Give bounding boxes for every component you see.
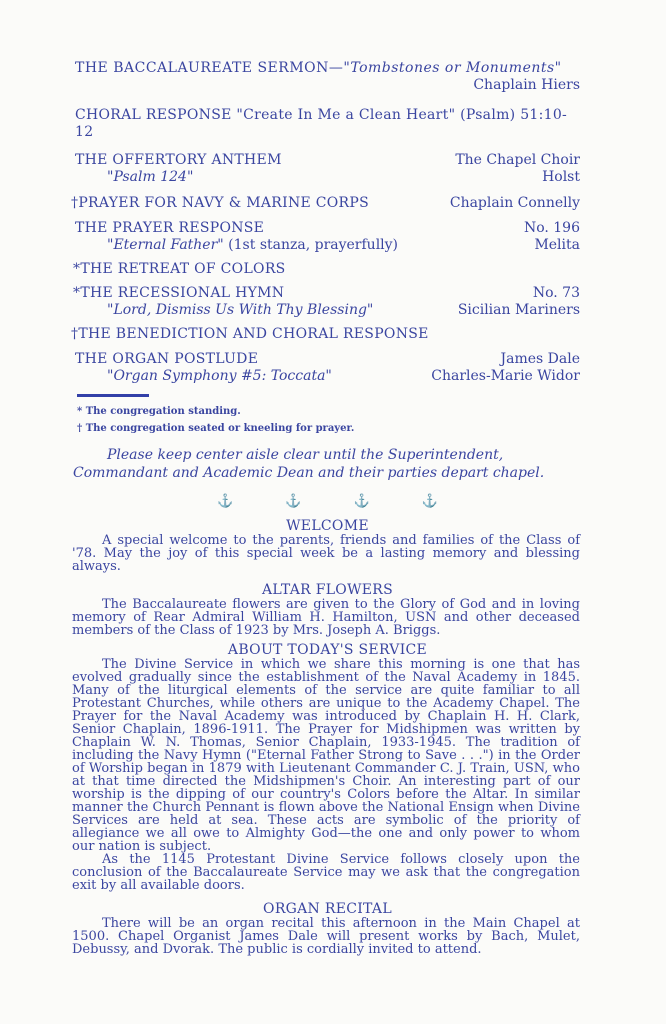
retreat-title: THE RETREAT OF COLORS: [80, 261, 286, 277]
offertory-title: THE OFFERTORY ANTHEM: [75, 152, 282, 168]
footnote-kneeling: † The congregation seated or kneeling for prayer.: [77, 423, 355, 434]
dagger-marker: †: [71, 195, 79, 211]
postlude-title: THE ORGAN POSTLUDE: [75, 351, 259, 367]
entry-benediction: [71, 326, 580, 343]
entry-recessional-hymn: [73, 285, 580, 319]
welcome-heading: WELCOME: [286, 518, 369, 534]
sermon-preacher: Chaplain Hiers: [473, 77, 580, 93]
offertory-piece: "Psalm 124": [107, 169, 194, 185]
dagger-marker: †: [71, 326, 79, 342]
anchor-icon: ⚓: [217, 494, 234, 509]
entry-prayer-response: [75, 220, 580, 254]
prayer-response-number: No. 196: [523, 220, 580, 236]
entry-offertory-anthem: [75, 152, 580, 186]
footnote-standing: * The congregation standing.: [77, 406, 241, 417]
postlude-organist: James Dale: [500, 351, 580, 367]
organ-recital-heading: ORGAN RECITAL: [263, 901, 392, 917]
prayer-navy-leader: Chaplain Connelly: [449, 195, 580, 211]
altar-flowers-heading: ALTAR FLOWERS: [261, 582, 394, 598]
anchor-icon: ⚓: [353, 494, 370, 509]
offertory-composer: Holst: [542, 169, 580, 185]
recessional-hymn: "Lord, Dismiss Us With Thy Blessing": [107, 302, 374, 318]
anchor-icon: ⚓: [285, 494, 302, 509]
sermon-title: THE BACCALAUREATE SERMON—: [75, 60, 344, 76]
about-service-text: The Divine Service in which we share this morning is one that has evolved gradually since the establishment of the Naval Academy in 1845. Many of the liturgical elements of the service are quite familiar to all Protestant Churches, while others are unique to the Academy Chapel. The Prayer for the Naval Academy was introduced by Chaplain H. H. Clark, Senior Chaplain, 1896-1911. The Prayer for Midshipmen was written by Chaplain W. N. Thomas, Senior Chaplain, 1933-1945. The tradition of including the Navy Hymn ("Eternal Father Strong to Save . . .") in the Order of Worship began in 1879 with Lieutenant Commander C. J. Train, USN, who at that time directed the Midshipmen's Choir. An interesting part of our worship is the dipping of our country's Colors before the Altar. In similar manner the Church Pennant is flown above the National Ensign when Divine Services are held at sea. These acts are symbolic of the priority of allegiance we all owe to Almighty God—the one and only power to whom our nation is subject.: [72, 657, 580, 854]
program-page: [71, 60, 580, 957]
recessional-number: No. 73: [532, 285, 580, 301]
postlude-piece: "Organ Symphony #5: Toccata": [107, 368, 332, 384]
anchor-ornaments: [75, 494, 580, 509]
sermon-name: "Tombstones or Monuments": [343, 60, 562, 76]
recessional-tune: Sicilian Mariners: [457, 302, 580, 318]
about-service-heading: ABOUT TODAY'S SERVICE: [227, 642, 428, 658]
entry-sermon: [75, 60, 580, 94]
benediction-title: THE BENEDICTION AND CHORAL RESPONSE: [78, 326, 429, 342]
about-service-exit-text: As the 1145 Protestant Divine Service follows closely upon the conclusion of the Baccalaureate Service may we ask that the congregation exit by all available doors.: [72, 852, 580, 893]
asterisk-marker: *: [73, 261, 81, 277]
recessional-title: THE RECESSIONAL HYMN: [80, 285, 285, 301]
postlude-composer: Charles-Marie Widor: [431, 368, 580, 384]
welcome-text: A special welcome to the parents, friends and families of the Class of '78. May the joy of this special week be a lasting memory and blessing always.: [72, 533, 580, 574]
aisle-note: Please keep center aisle clear until the Superintendent, Commandant and Academic Dean and their parties depart chapel.: [73, 447, 545, 481]
asterisk-marker: *: [73, 285, 81, 301]
offertory-performer: The Chapel Choir: [455, 152, 580, 168]
prayer-response-tune: Melita: [534, 237, 580, 253]
prayer-response-hymn: "Eternal Father": [107, 237, 224, 253]
entry-prayer-navy: [71, 195, 580, 212]
organ-recital-text: There will be an organ recital this afternoon in the Main Chapel at 1500. Chapel Organist James Dale will present works by Bach, Mulet, Debussy, and Dvorak. The public is cordially invited to attend.: [72, 916, 580, 957]
altar-flowers-text: The Baccalaureate flowers are given to the Glory of God and in loving memory of Rear Admiral William H. Hamilton, USN and other deceased members of the Class of 1923 by Mrs. Joseph A. Briggs.: [72, 597, 580, 638]
prayer-response-note: (1st stanza, prayerfully): [223, 237, 399, 253]
footnote-divider: [77, 394, 149, 397]
prayer-navy-title: PRAYER FOR NAVY & MARINE CORPS: [78, 195, 370, 211]
anchor-icon: ⚓: [421, 494, 438, 509]
prayer-response-title: THE PRAYER RESPONSE: [75, 220, 265, 236]
entry-retreat-of-colors: [73, 261, 580, 278]
entry-choral-response: CHORAL RESPONSE "Create In Me a Clean Heart" (Psalm) 51:10-12: [75, 107, 568, 140]
entry-organ-postlude: [75, 351, 580, 385]
